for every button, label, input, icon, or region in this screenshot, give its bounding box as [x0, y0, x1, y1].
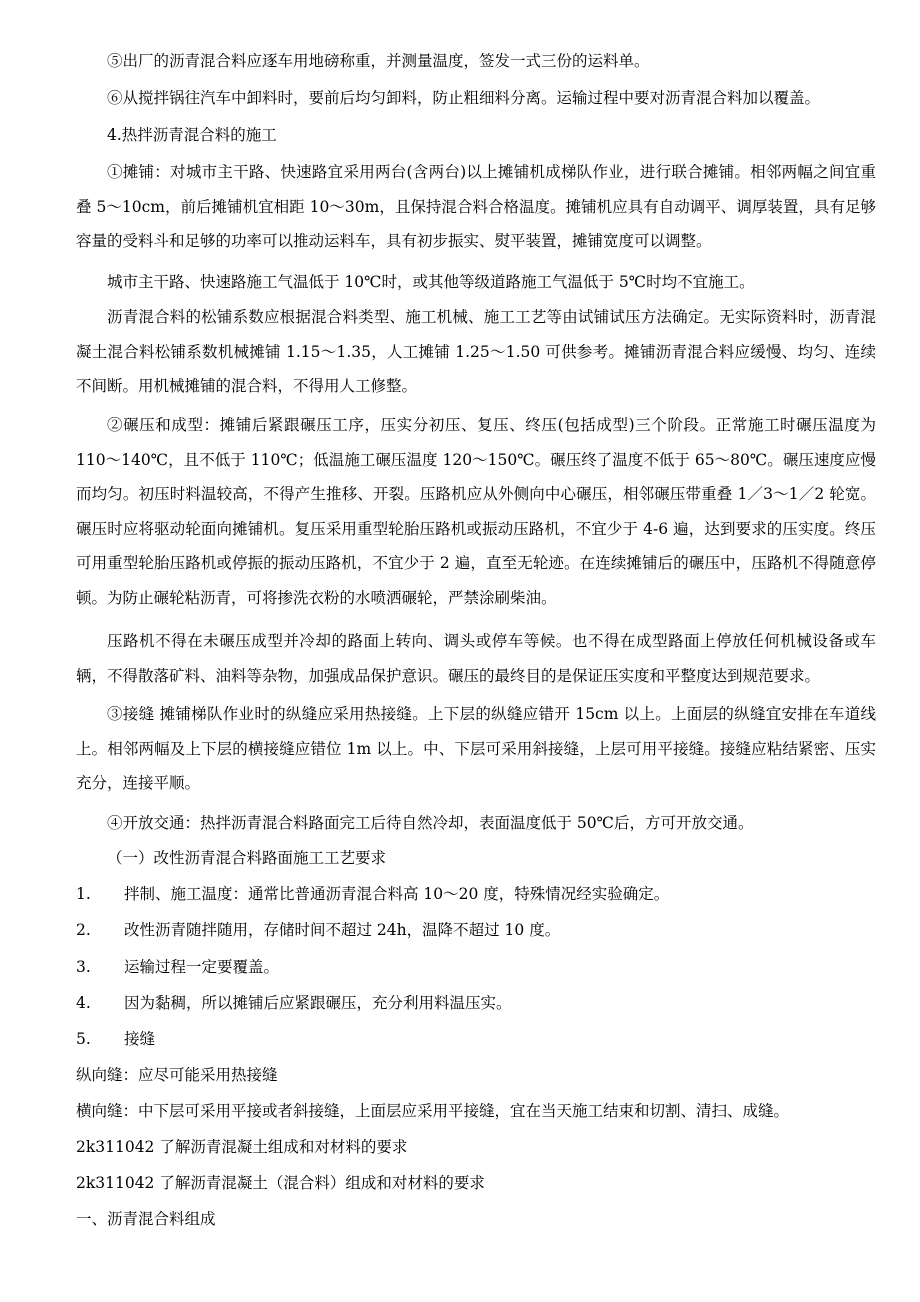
list-item [76, 877, 876, 912]
list-item-number: 1. [76, 885, 91, 903]
list-item-number: 2. [76, 921, 91, 939]
paragraph-weighing: ⑤出厂的沥青混合料应逐车用地磅称重，并测量温度，签发一式三份的运料单。 [107, 52, 650, 70]
list-item [76, 950, 876, 985]
heading-asphalt-mixture-composition: 一、沥青混合料组成 [76, 1210, 216, 1228]
list-item-number: 3. [76, 958, 91, 976]
paragraph-unloading: ⑥从搅拌锅往汽车中卸料时，要前后均匀卸料，防止粗细料分离。运输过程中要对沥青混合料加以覆盖。 [107, 89, 821, 107]
list-item-number: 5. [76, 1030, 91, 1048]
paragraph-open-traffic: ④开放交通：热拌沥青混合料路面完工后待自然冷却，表面温度低于 50℃后，方可开放交通。 [107, 814, 754, 832]
paragraph-longitudinal-joint: 纵向缝：应尽可能采用热接缝 [76, 1066, 278, 1084]
paragraph-joints: ③接缝 摊铺梯队作业时的纵缝应采用热接缝。上下层的纵缝应错开 15cm 以上。上面层的纵缝宜安排在车道线上。相邻两幅及上下层的横接缝应错位 1m 以上。中、下层可采用斜接缝，上层可用平接缝。接缝应粘结紧密、压实充分，连接平顺。 [76, 705, 876, 792]
heading-asphalt-mixture-requirements: 2k311042 了解沥青混凝土（混合料）组成和对材料的要求 [76, 1174, 485, 1192]
list-item [76, 986, 876, 1021]
list-item-text: 因为黏稠，所以摊铺后应紧跟碾压，充分利用料温压实。 [124, 994, 512, 1012]
heading-asphalt-concrete-requirements: 2k311042 了解沥青混凝土组成和对材料的要求 [76, 1138, 408, 1156]
paragraph-paving: ①摊铺：对城市主干路、快速路宜采用两台(含两台)以上摊铺机成梯队作业，进行联合摊铺。相邻两幅之间宜重叠 5～10cm，前后摊铺机宜相距 10～30m，且保持混合料合格温度。摊铺机应具有自动调平、调厚装置，具有足够容量的受料斗和足够的功率可以推动运料车，具有初步振实、熨平装置，摊铺宽度可以调整。 [76, 163, 876, 250]
paragraph-temperature-limit: 城市主干路、快速路施工气温低于 10℃时，或其他等级道路施工气温低于 5℃时均不宜施工。 [107, 273, 755, 291]
paragraph-transverse-joint: 横向缝：中下层可采用平接或者斜接缝，上面层应采用平接缝，宜在当天施工结束和切割、清扫、成缝。 [76, 1102, 790, 1120]
list-item-number: 4. [76, 994, 91, 1012]
list-item-text: 拌制、施工温度：通常比普通沥青混合料高 10～20 度，特殊情况经实验确定。 [124, 885, 670, 903]
paragraph-compaction: ②碾压和成型：摊铺后紧跟碾压工序，压实分初压、复压、终压(包括成型)三个阶段。正常施工时碾压温度为 110～140℃，且不低于 110℃；低温施工碾压温度 120～150℃。碾压终了温度不低于 65～80℃。碾压速度应慢而均匀。初压时料温较高，不得产生推移、开裂。压路机应从外侧向中心碾压，相邻碾压带重叠 1／3～1／2 轮宽。碾压时应将驱动轮面向摊铺机。复压采用重型轮胎压路机或振动压路机，不宜少于 4-6 遍，达到要求的压实度。终压可用重型轮胎压路机或停振的振动压路机，不宜少于 2 遍，直至无轮迹。在连续摊铺后的碾压中，压路机不得随意停顿。为防止碾轮粘沥青，可将掺洗衣粉的水喷洒碾轮，严禁涂刷柴油。 [76, 416, 876, 607]
list-item [76, 913, 876, 948]
list-item-text: 改性沥青随拌随用，存储时间不超过 24h，温降不超过 10 度。 [124, 921, 561, 939]
list-item-text: 接缝 [124, 1030, 156, 1048]
list-item [76, 1022, 876, 1057]
paragraph-loose-coefficient: 沥青混合料的松铺系数应根据混合料类型、施工机械、施工工艺等由试铺试压方法确定。无实际资料时，沥青混凝土混合料松铺系数机械摊铺 1.15～1.35，人工摊铺 1.25～1.50 可供参考。摊铺沥青混合料应缓慢、均匀、连续不间断。用机械摊铺的混合料，不得用人工修整。 [76, 308, 876, 395]
paragraph-roller-restrictions: 压路机不得在未碾压成型并冷却的路面上转向、调头或停车等候。也不得在成型路面上停放任何机械设备或车辆，不得散落矿料、油料等杂物，加强成品保护意识。碾压的最终目的是保证压实度和平整度达到规范要求。 [76, 632, 876, 685]
section-heading-hot-mix-construction: 4.热拌沥青混合料的施工 [107, 126, 277, 144]
section-heading-modified-asphalt: （一）改性沥青混合料路面施工工艺要求 [107, 849, 387, 867]
list-item-text: 运输过程一定要覆盖。 [124, 958, 280, 976]
